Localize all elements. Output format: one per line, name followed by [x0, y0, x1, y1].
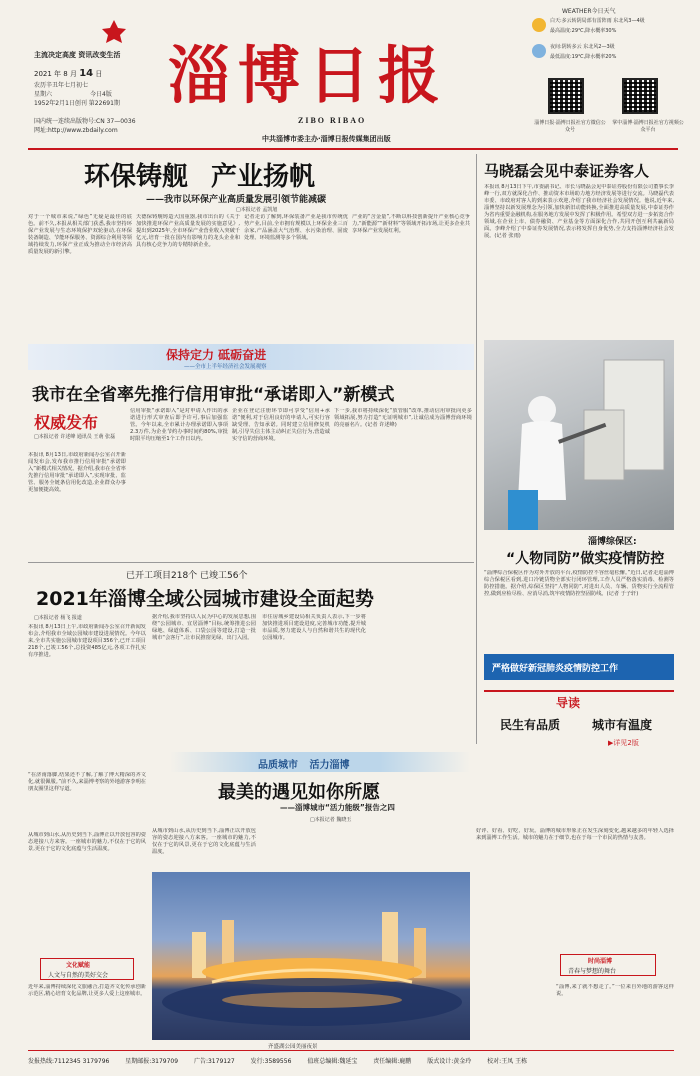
footer-editor-in-charge: 值班总编辑:魏延宝	[307, 1058, 358, 1065]
column-divider	[476, 154, 477, 744]
weather-label: WEATHER今日天气	[562, 8, 616, 15]
series-headline: 最美的遇见如你所愿	[218, 782, 380, 803]
date-line: 2021 年 8 月	[34, 70, 77, 78]
series-subhead: ——淄博城市“活力能级”报告之四	[280, 803, 395, 812]
section-divider	[28, 562, 474, 563]
feature-body-col-4: 下一步,我市将持续深化“放管服”改革,推动信用审批向更多领域拓展,努力打造“无证明城市”,让诚信成为淄博营商环境的亮丽名片。(记者 许述峰)	[334, 408, 472, 428]
footer-line	[28, 1056, 674, 1065]
lead-byline: □本报记者 孟凯旭	[236, 207, 278, 213]
guide-more-link[interactable]: ▶详见2版	[608, 739, 639, 747]
disinfection-photo	[484, 340, 674, 530]
epidemic-body: “淄博综合保税区作为对外开放的平台,疫情防控不容丝毫松懈。”近日,记者走进淄博综合保税区看到,进口冷链货物全部实行闭环管理,工作人员严格落实消毒、检测等防控措施。据介绍,综保区坚持“人物同防”,对进出人员、车辆、货物实行全流程管控,做到应检尽检、应消尽消,筑牢疫情防控坚固防线。(记者 于子轩)	[484, 570, 674, 597]
page-count: 今日4版	[90, 91, 112, 98]
qr-label-1: 淄博日报·淄博日报社官方微信公众号	[534, 120, 606, 133]
issue-date	[34, 68, 102, 79]
masthead-slogan: 主流决定高度 资讯改变生活	[34, 51, 121, 59]
series-right-body: 好评、好看、好吃、好玩。淄博的城市形象正在发生深刻变化,越来越多的年轻人选择来到淄博工作生活。城市的魅力在于细节,也在于每一个市民的热情与友善。	[476, 828, 674, 841]
feature-body-col-3: 企业在登记注册环节即可享受“信用+承诺”便利,对于信用良好的申请人,可实行容缺受理、告知承诺。同时建立信用修复机制,引导失信主体主动纠正失信行为,营造诚实守信的营商环境。	[232, 408, 330, 442]
city-headline: 2021年淄博全域公园城市建设全面起势	[36, 588, 374, 610]
park-night-photo	[152, 872, 470, 1040]
newspaper-logo-icon	[100, 18, 128, 44]
weather-line-2: 最高温度:29℃,降水概率30%	[550, 28, 617, 34]
city-body-col-2: 据介绍,我市坚持以人民为中心的发展思想,围绕“公园城市、宜居淄博”目标,统筹推进公园绿地、绿道体系、口袋公园等建设,打造一批城市“会客厅”,让市民推窗见绿、出门入园。	[152, 614, 256, 641]
series-body-col-2: 近年来,淄博持续深化文旅融合,打造齐文化传承创新示范区,精心培育文化品牌,让更多人爱上这座城市。	[28, 984, 146, 997]
footer-hotline: 发报热线:7112345 3179796	[28, 1058, 110, 1065]
feature-body-col-1: 本报讯 8月13日,市政府新闻办公室召开新闻发布会,发布我市推行信用审批“承诺即入”新模式相关情况。据介绍,我市在全省率先推行信用审批“承诺即入”,实现审批、监管、服务全链条信用化改造,企业群众办事更加便捷高效。	[28, 452, 126, 493]
lunar-date: 农历辛丑年七月初七	[34, 82, 89, 89]
masthead-divider	[28, 148, 678, 150]
epidemic-subhead: “人物同防”做实疫情防控	[506, 551, 665, 567]
footer-proof: 校对:王凤 王栋	[487, 1058, 528, 1065]
footer-distribution: 发行:3589556	[250, 1058, 292, 1065]
website-line: 网址:http://www.zbdaily.com	[34, 127, 118, 134]
weather-line-3: 夜间:阴转多云 东北风2—3级	[550, 44, 615, 50]
lead-body-col-3: 记者走访了解到,环保装备产业是我市传统优势产业,目前,全市拥有规模以上环保企业三百余家,产品涵盖大气治理、水污染治理、固废处理、环境监测等多个领域。	[244, 214, 348, 241]
epidemic-headline: 淄博综保区:	[588, 537, 637, 547]
weekday: 星期六	[34, 91, 53, 98]
footer-editor: 责任编辑:鹿鹏	[373, 1058, 412, 1065]
footer-ad: 广告:3179127	[193, 1058, 235, 1065]
lead-body-col-4: 产业的“含金量”,不断以科技创新提升产业核心竞争力,“新能源”“新材料”等领域开拓市场,让更多企业共享环保产业发展红利。	[352, 214, 470, 234]
weather-night-icon	[532, 44, 546, 58]
city-byline: □本报记者 杨飞 报道	[34, 615, 82, 621]
series-right-body-2: “淄博,来了就不想走了。”一位来自外地的游客这样说。	[556, 984, 674, 997]
qr-code-2[interactable]	[622, 78, 658, 114]
right-box-sub: 青春与梦想的舞台	[568, 968, 617, 975]
footer-divider	[28, 1050, 674, 1051]
qr-code-1[interactable]	[548, 78, 584, 114]
date-day: 14	[79, 68, 94, 79]
side-label: 文化赋能	[66, 962, 91, 969]
series-intro: “在济南落脚,结果还不了解,了解了博大精深的齐文化,就很佩服。”前不久,来淄博考察的外地游客李明在朋友圈里这样写道。	[28, 772, 146, 792]
masthead	[0, 0, 700, 150]
side-sub: 人文与自然的美好交会	[48, 972, 109, 979]
feature-byline: □本报记者 许述峰 通讯员 王萌 张磊	[34, 434, 116, 440]
series-body-col-3: 从城市到山水,从历史到当下,淄博正以开放包容的姿态迎接八方来客。一座城市的魅力,不仅在于它的风景,更在于它的文化底蕴与生活温度。	[152, 828, 256, 855]
city-body-col-3: 市住房城乡建设局相关负责人表示,下一步将加快推进项目建设进度,完善城市功能,提升城市品质,努力建设人与自然和谐共生的现代化公园城市。	[262, 614, 366, 641]
footer-weekly: 星期邮报:3179709	[125, 1058, 179, 1065]
right-box-label: 时尚淄博	[588, 958, 613, 965]
date-day-suffix: 日	[95, 70, 103, 78]
lead-body-col-1: 对于一个城市来说,“绿色”无疑是最佳的底色。前不久,本报从相关部门获悉,我市坚持环保产业发展与生态环境保护双轮驱动,在环保装备制造、节能环保服务、资源综合利用等领域持续发力,环保产业正成为推动全市经济高质量发展的新引擎。	[28, 214, 132, 255]
newspaper-pinyin: ZIBO RIBAO	[298, 116, 367, 125]
series-banner-text: 品质城市 活力淄博	[258, 760, 350, 771]
guide-label: 导读	[556, 696, 581, 710]
lead-body-col-2: 天德保铸舰铸造大国重器,我市出台的《关于加快推进环保产业高质量发展的实施意见》,提出到2025年,全市环保产业营业收入突破千亿元,培育一批在国内有影响力的龙头企业和具有核心竞争力的专精特新企业。	[136, 214, 240, 248]
right-top-headline: 马晓磊会见中泰证券客人	[484, 162, 650, 180]
city-body-col-1: 本报讯 8月13日上午,市政府新闻办公室召开新闻发布会,介绍我市全域公园城市建设进展情况。今年以来,全市共实施公园城市建设项目356个,已开工项目218个,已竣工56个,总投资485亿元,各项工作扎实有序推进。	[28, 624, 146, 658]
founded-line: 1952年2月1日创刊 第22691期	[34, 100, 120, 107]
newspaper-title: 淄博日报	[168, 39, 449, 112]
guide-item-1[interactable]: 民生有品质	[500, 718, 561, 732]
epidemic-banner-text: 严格做好新冠肺炎疫情防控工作	[492, 664, 619, 674]
footer-designer: 版式设计:黄金玲	[427, 1058, 472, 1065]
series-byline: □本报记者 魏晓玉	[310, 817, 352, 823]
lead-subhead: ——我市以环保产业高质量发展引领节能减碳	[146, 195, 327, 205]
banner-sub: ——全市上半年经济社会发展观察	[184, 364, 267, 370]
issn-line: 国内统一连续出版物号:CN 37—0036	[34, 118, 136, 125]
feature-tag: 权威发布	[34, 413, 99, 432]
right-top-body: 本报讯 8月13日下午,市委副书记、市长马晓磊会见中泰证券股份有限公司董事长李峰一行,双方就深化合作、推动资本市场助力地方经济发展等进行交流。马晓磊代表市委、市政府对客人的到来表示欢迎,介绍了我市经济社会发展情况。他说,近年来,淄博坚持以新发展理念为引领,加快新旧动能转换,全面推进高质量发展,中泰证券作为省内重要金融机构,在服务地方发展中发挥了积极作用。希望双方进一步拓宽合作领域,在企业上市、债券融资、产业基金等方面深化合作,共同开创互利共赢新局面。李峰介绍了中泰证券发展情况,表示将发挥自身优势,全力支持淄博经济社会发展。(记者 张雨)	[484, 184, 674, 239]
city-kicker: 已开工项目218个 已竣工56个	[126, 571, 248, 581]
weather-line-4: 最低温度:19℃,降水概率20%	[550, 54, 617, 60]
weather-day-icon	[532, 18, 546, 32]
feature-body-col-2: 信用审批“承诺即入”是对申请人作出的承诺进行形式审查后即予许可,事后加强监管。今年以来,全市累计办理承诺即入事项2.3万件,为企业节约办事时间约80%,审批时限平均压缩至1个工作日以内。	[130, 408, 228, 442]
publisher-line: 中共淄博市委主办·淄博日报传媒集团出版	[262, 135, 391, 143]
lead-headline: 环保铸舰 产业扬帆	[84, 162, 316, 192]
photo-caption: 齐盛湖公园美丽夜景	[268, 1044, 318, 1050]
guide-item-2[interactable]: 城市有温度	[592, 718, 653, 732]
qr-label-2: 掌中淄博·淄博日报社官方视频公众平台	[612, 120, 684, 133]
feature-headline: 我市在全省率先推行信用审批“承诺即入”新模式	[32, 385, 395, 405]
weather-line-1: 白天:多云转阴局部有雷阵雨 东北风3—4级	[550, 18, 645, 24]
series-body-col-1: 从城市到山水,从历史到当下,淄博正以开放包容的姿态迎接八方来客。一座城市的魅力,不仅在于它的风景,更在于它的文化底蕴与生活温度。	[28, 832, 146, 852]
banner-slogan: 保持定力 砥砺奋进	[166, 348, 267, 362]
